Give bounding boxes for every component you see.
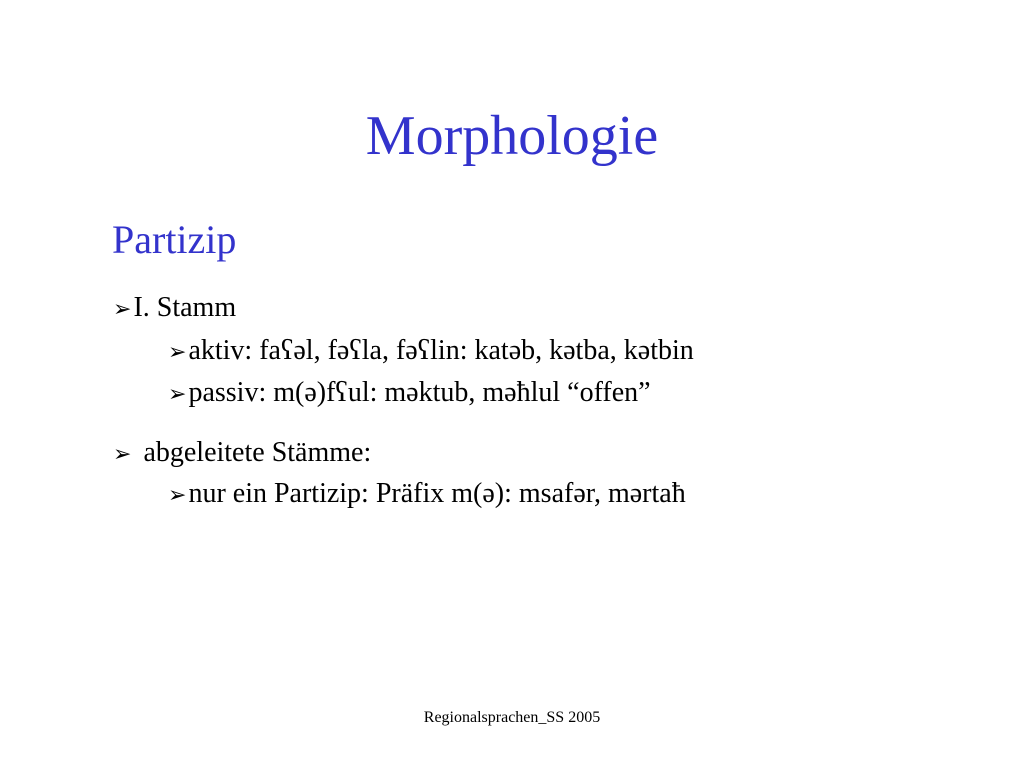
sub-bullet-item — [168, 476, 686, 514]
section-heading: Partizip — [112, 217, 237, 262]
bullet-text: passiv: m(ə)fʕul: məktub, məħlul “offen” — [188, 377, 651, 408]
bullet-text: aktiv: faʕəl, fəʕla, fəʕlin: katəb, kətba, kətbin — [188, 335, 694, 366]
arrow-bullet-icon: ➢ — [168, 382, 187, 407]
arrow-bullet-icon: ➢ — [113, 297, 132, 322]
arrow-bullet-icon: ➢ — [168, 340, 187, 365]
bullet-text: abgeleitete Stämme: — [143, 437, 372, 468]
bullet-item — [113, 290, 236, 328]
sub-bullet-item — [168, 333, 694, 371]
bullet-text: I. Stamm — [133, 292, 237, 323]
arrow-bullet-icon: ➢ — [113, 442, 132, 467]
bullet-item — [113, 435, 371, 473]
slide-title: Morphologie — [365, 105, 659, 167]
sub-bullet-item — [168, 375, 651, 413]
bullet-text: nur ein Partizip: Präfix m(ə): msafər, mərtaħ — [188, 478, 686, 509]
arrow-bullet-icon: ➢ — [168, 483, 187, 508]
slide-footer: Regionalsprachen_SS 2005 — [423, 709, 601, 726]
